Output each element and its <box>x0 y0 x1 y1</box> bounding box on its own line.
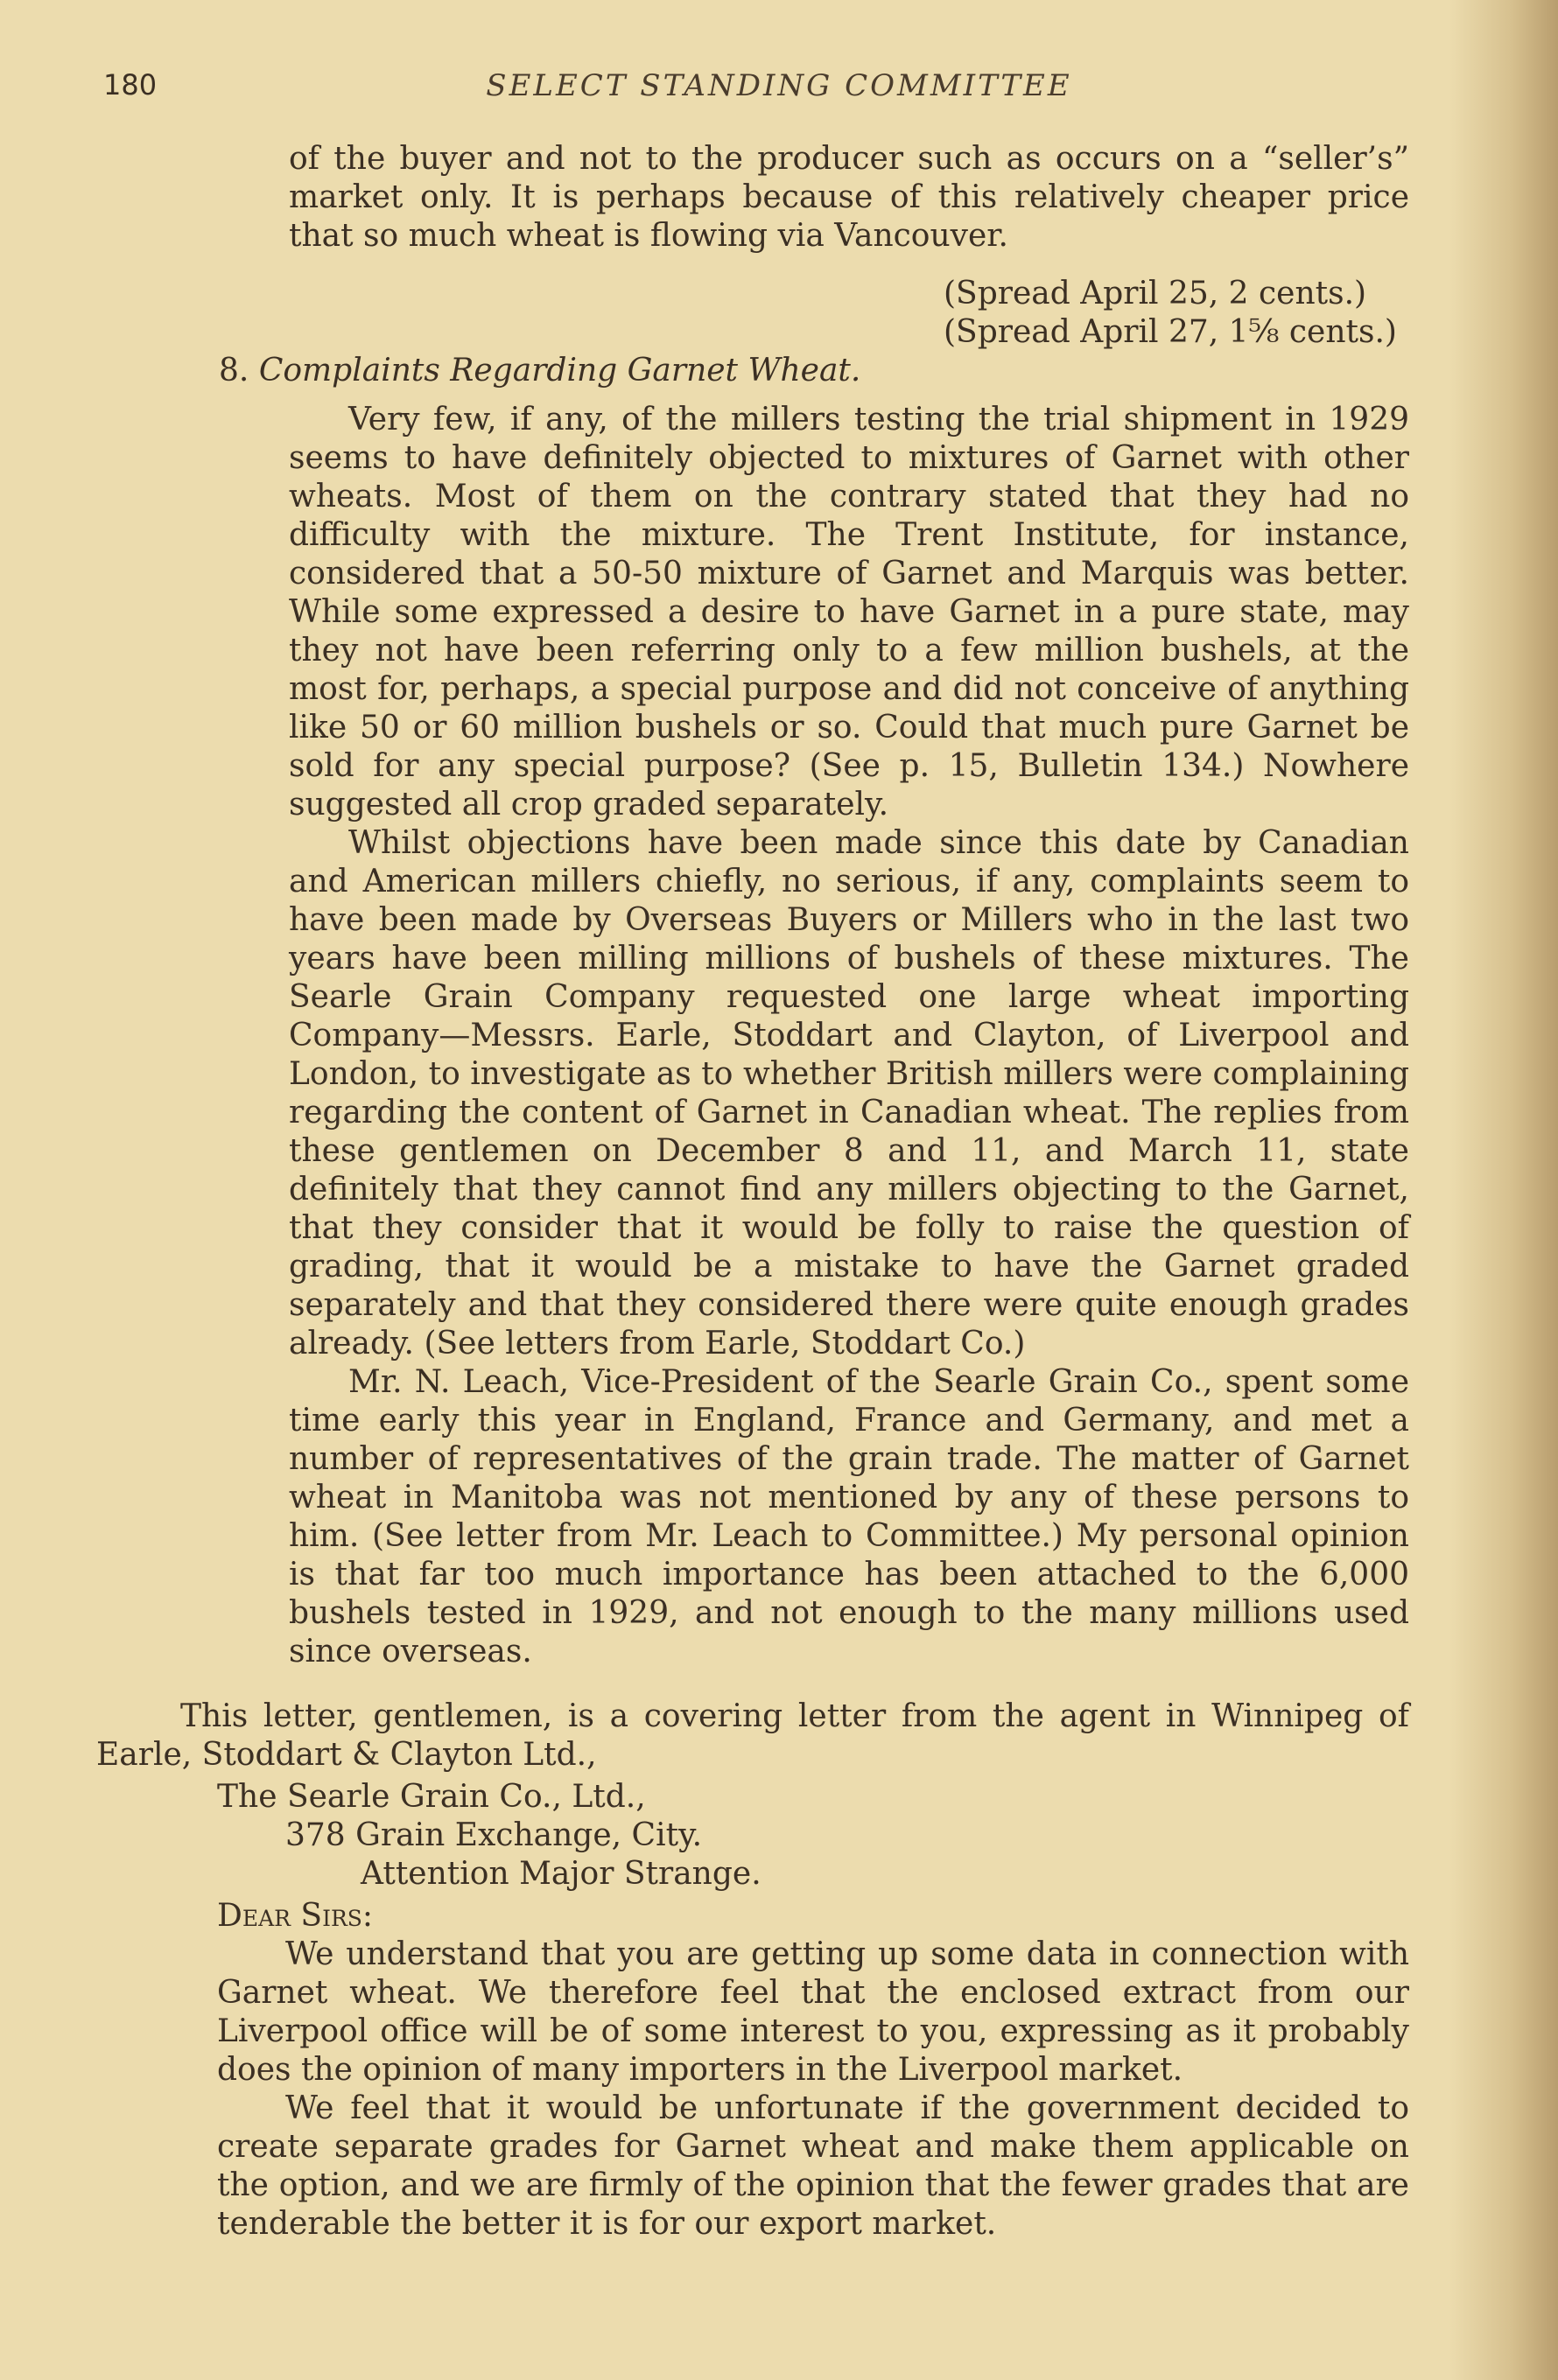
intro-paragraph-block <box>289 140 1409 256</box>
testimony-block <box>96 1698 1409 1774</box>
letter-address-line-3: Attention Major Strange. <box>361 1856 761 1892</box>
letter-salutation: Dear Sirs: <box>217 1898 374 1934</box>
letter-paragraph-2: We feel that it would be unfortunate if the government decided to create separate grades for Garnet wheat and make them applicable on the option, and we are firmly of the opinion that the fewer grades that are tenderable the better it is for our export market. <box>217 2090 1409 2242</box>
section-title: Complaints Regarding Garnet Wheat. <box>258 353 861 388</box>
section-heading <box>219 352 860 390</box>
letter-block <box>217 1778 1409 2244</box>
letter-paragraph-1: We understand that you are getting up some data in connection with Garnet wheat. We therefore feel that the enclosed extract from our Liverpool office will be of some interest to you, expressing as it probably does the opinion of many importers in the Liverpool market. <box>217 1936 1409 2088</box>
spread-line-1: (Spread April 25, 2 cents.) <box>944 276 1367 312</box>
testimony-paragraph: This letter, gentlemen, is a covering letter from the agent in Winnipeg of Earle, Stoddart & Clayton Ltd., <box>96 1698 1409 1773</box>
section-paragraph-2: Whilst objections have been made since this date by Canadian and American millers chiefly, no serious, if any, complaints seem to have been made by Overseas Buyers or Millers who in the last two years have been milling millions of bushels of these mixtures. The Searle Grain Company requested one large wheat importing Company—Messrs. Earle, Stoddart and Clayton, of Liverpool and London, to investigate as to whether British millers were complaining regarding the content of Garnet in Canadian wheat. The replies from these gentlemen on December 8 and 11, and March 11, state definitely that they cannot find any millers objecting to the Garnet, that they consider that it would be folly to raise the question of grading, that it would be a mistake to have the Garnet graded separately and that they considered there were quite enough grades already. (See letters from Earle, Stoddart Co.) <box>289 825 1409 1362</box>
page-header <box>0 68 1558 112</box>
section-paragraph-1: Very few, if any, of the millers testing the trial shipment in 1929 seems to have definitely objected to mixtures of Garnet with other wheats. Most of them on the contrary stated that they had no difficulty with the mixture. The Trent Institute, for instance, considered that a 50-50 mixture of Garnet and Marquis was better. While some expressed a desire to have Garnet in a pure state, may they not have been referring only to a few million bushels, at the most for, perhaps, a special purpose and did not conceive of anything like 50 or 60 million bushels or so. Could that much pure Garnet be sold for any special purpose? (See p. 15, Bulletin 134.) Nowhere suggested all crop graded separately. <box>289 402 1409 822</box>
section-body <box>289 401 1409 1671</box>
running-title: SELECT STANDING COMMITTEE <box>486 68 1072 103</box>
intro-paragraph: of the buyer and not to the producer such as occurs on a “seller’s” market only. It is perhaps because of this relatively cheaper price that so much wheat is flowing via Vancouver. <box>289 141 1409 254</box>
section-number: 8. <box>219 353 249 388</box>
letter-address-line-1: The Searle Grain Co., Ltd., <box>217 1779 646 1815</box>
spread-line-2: (Spread April 27, 1⅝ cents.) <box>944 314 1397 350</box>
letter-address-line-2: 378 Grain Exchange, City. <box>285 1817 703 1853</box>
section-paragraph-3: Mr. N. Leach, Vice-President of the Searle Grain Co., spent some time early this year in England, France and Germany, and met a number of representatives of the grain trade. The matter of Garnet wheat in Manitoba was not mentioned by any of these persons to him. (See letter from Mr. Leach to Committee.) My personal opinion is that far too much importance has been attached to the 6,000 bushels tested in 1929, and not enough to the many millions used since overseas. <box>289 1364 1409 1670</box>
page-number: 180 <box>103 68 158 102</box>
